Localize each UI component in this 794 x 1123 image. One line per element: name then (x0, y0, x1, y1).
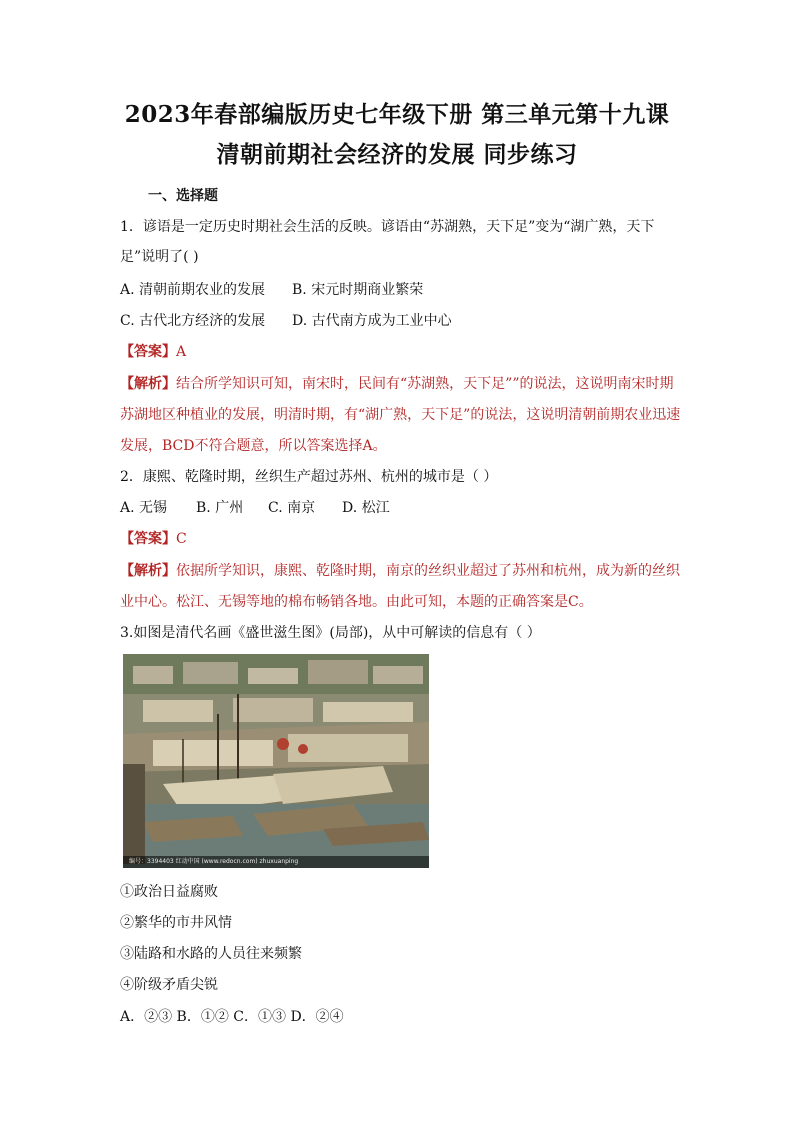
q1-analysis-text1: 结合所学知识可知，南宋时，民间有“苏湖熟，天下足””的说法，这说明南宋时期 (176, 376, 674, 392)
q1-answer (120, 342, 186, 362)
image-watermark: 编号：3394403 红动中国 (www.redocn.com) zhuxuanping (123, 856, 429, 868)
q1-analysis-line1 (120, 374, 673, 394)
q1-text-line2: 足”说明了( ) (120, 249, 199, 265)
q1-analysis-tag: 【解析】 (120, 376, 176, 392)
q1-option-a: A. 清朝前期农业的发展 (120, 282, 266, 298)
q2-option-d: D. 松江 (342, 500, 390, 516)
q3-statement-3: ③陆路和水路的人员往来频繁 (120, 946, 302, 962)
q2-answer (120, 529, 187, 549)
q1-option-b: B. 宋元时期商业繁荣 (292, 282, 424, 298)
page-title-line2: 清朝前期社会经济的发展 同步练习 (216, 141, 578, 168)
q1-analysis-line2: 苏湖地区种植业的发展，明清时期，有“湖广熟，天下足”的说法，这说明清朝前期农业迅速 (120, 407, 681, 423)
painting-image (123, 654, 429, 868)
q1-option-c: C. 古代北方经济的发展 (120, 313, 266, 329)
page-title-line1: 2023年春部编版历史七年级下册 第三单元第十九课 (124, 101, 670, 128)
section-heading: 一、选择题 (148, 188, 218, 204)
q2-option-c: C. 南京 (268, 500, 316, 516)
q2-answer-value: C (176, 531, 187, 547)
q1-option-d: D. 古代南方成为工业中心 (292, 313, 452, 329)
q2-analysis-text1: 依据所学知识，康熙、乾隆时期，南京的丝织业超过了苏州和杭州，成为新的丝织 (176, 563, 680, 579)
q2-analysis-line2: 业中心。松江、无锡等地的棉布畅销各地。由此可知，本题的正确答案是C。 (120, 594, 593, 610)
q2-text: 2．康熙、乾隆时期，丝织生产超过苏州、杭州的城市是（ ） (120, 469, 498, 485)
q2-option-b: B. 广州 (196, 500, 244, 516)
q1-answer-tag: 【答案】 (120, 344, 176, 360)
q2-option-a: A. 无锡 (120, 500, 168, 516)
q2-answer-tag: 【答案】 (120, 531, 176, 547)
q3-statement-1: ①政治日益腐败 (120, 884, 218, 900)
q3-statement-4: ④阶级矛盾尖锐 (120, 977, 218, 993)
q1-text-line1: 1．谚语是一定历史时期社会生活的反映。谚语由“苏湖熟，天下足”变为“湖广熟，天下 (120, 219, 655, 235)
q1-analysis-line3: 发展，BCD不符合题意，所以答案选择A。 (120, 438, 387, 454)
q1-answer-value: A (176, 344, 187, 360)
q2-analysis-tag: 【解析】 (120, 563, 176, 579)
q3-statement-2: ②繁华的市井风情 (120, 915, 232, 931)
q3-text: 3.如图是清代名画《盛世滋生图》(局部)，从中可解读的信息有（ ） (120, 625, 541, 641)
q2-analysis-line1 (120, 561, 680, 581)
q3-options: A．②③ B．①② C．①③ D．②④ (120, 1009, 344, 1025)
painting-illustration (123, 654, 429, 868)
